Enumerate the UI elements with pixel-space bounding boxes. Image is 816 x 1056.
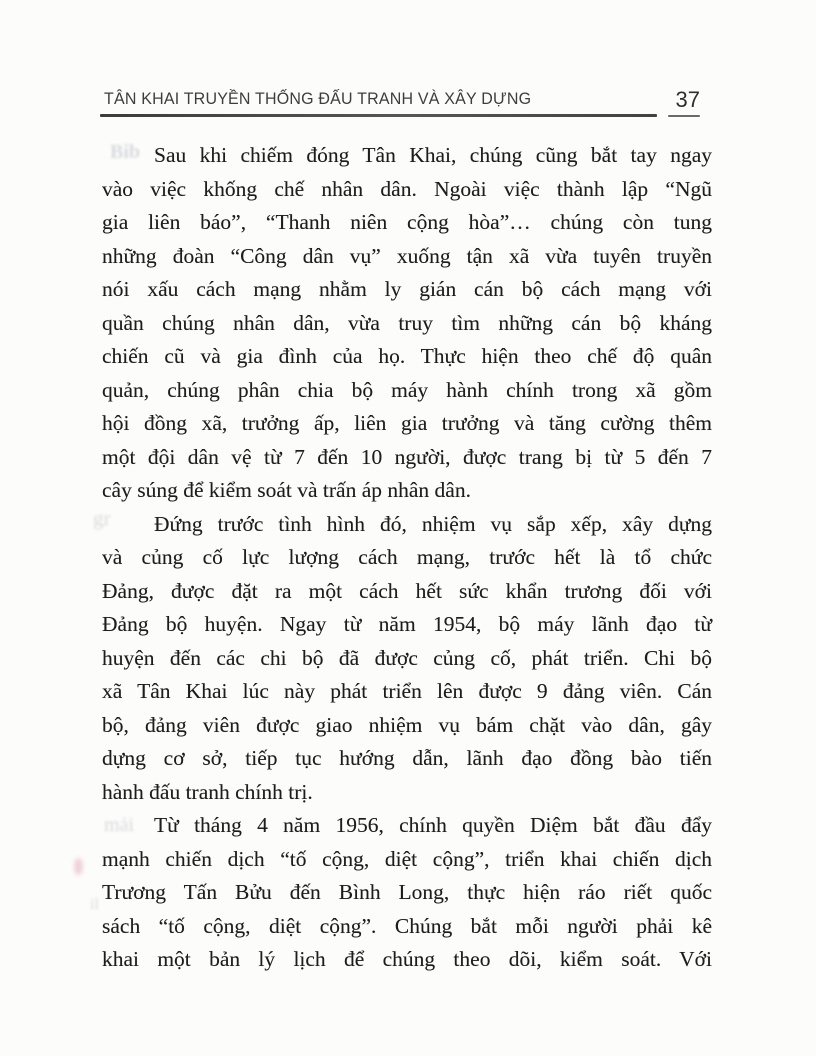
text-line: Đảng bộ huyện. Ngay từ năm 1954, bộ máy lãnh đạo từ [102, 612, 712, 636]
bleedthrough-artifact: il [90, 896, 99, 913]
text-line: gia liên báo”, “Thanh niên cộng hòa”… chúng còn tung [102, 210, 712, 234]
page-body-text [102, 139, 712, 977]
text-line: một đội dân vệ từ 7 đến 10 người, được trang bị từ 5 đến 7 [102, 444, 712, 469]
text-line: nói xấu cách mạng nhằm ly gián cán bộ cách mạng với [102, 277, 712, 301]
text-line: hội đồng xã, trưởng ấp, liên gia trưởng và tăng cường thêm [102, 411, 712, 435]
text-line: khai một bản lý lịch để chúng theo dõi, kiểm soát. Với [102, 947, 712, 971]
bleedthrough-artifact: gr [93, 506, 111, 530]
header-rule-right-segment [668, 115, 700, 117]
text-line: bộ, đảng viên được giao nhiệm vụ bám chặt vào dân, gây [102, 712, 712, 737]
text-line: hành đấu tranh chính trị. [102, 779, 313, 804]
page-number: 37 [675, 87, 700, 112]
text-line: những đoàn “Công dân vụ” xuống tận xã vừa tuyên truyền [102, 243, 712, 268]
text-line: chiến cũ và gia đình của họ. Thực hiện theo chế độ quân [102, 344, 712, 368]
text-line: Đảng, được đặt ra một cách hết sức khẩn trương đối với [102, 578, 712, 603]
text-line: Từ tháng 4 năm 1956, chính quyền Diệm bắt đầu đẩy [154, 813, 712, 837]
text-line: Trương Tấn Bửu đến Bình Long, thực hiện ráo riết quốc [102, 880, 712, 904]
bleedthrough-artifact: mải [104, 814, 134, 836]
text-line: Đứng trước tình hình đó, nhiệm vụ sắp xếp, xây dựng [154, 511, 712, 536]
bleedthrough-artifact: Bib [110, 141, 141, 163]
text-line: quản, chúng phân chia bộ máy hành chính trong xã gồm [102, 377, 712, 402]
text-line: Sau khi chiếm đóng Tân Khai, chúng cũng bắt tay ngay [154, 143, 712, 167]
text-line: dựng cơ sở, tiếp tục hướng dẫn, lãnh đạo đồng bào tiến [102, 746, 712, 770]
text-line: và củng cố lực lượng cách mạng, trước hết là tổ chức [102, 545, 712, 569]
text-line: mạnh chiến dịch “tố cộng, diệt cộng”, triển khai chiến dịch [102, 846, 712, 871]
text-line: cây súng để kiểm soát và trấn áp nhân dân. [102, 478, 471, 502]
running-header-title: TÂN KHAI TRUYỀN THỐNG ĐẤU TRANH VÀ XÂY DỰNG [104, 90, 532, 108]
text-line: vào việc khống chế nhân dân. Ngoài việc thành lập “Ngũ [102, 176, 712, 201]
text-line: quần chúng nhân dân, vừa truy tìm những cán bộ kháng [102, 310, 712, 335]
header-rule [100, 114, 657, 117]
text-line: xã Tân Khai lúc này phát triển lên được 9 đảng viên. Cán [102, 679, 712, 703]
pink-scan-smudge [74, 858, 83, 875]
text-line: huyện đến các chi bộ đã được củng cố, phát triển. Chi bộ [102, 645, 712, 670]
text-line: sách “tố cộng, diệt cộng”. Chúng bắt mỗi người phải kê [102, 913, 712, 938]
